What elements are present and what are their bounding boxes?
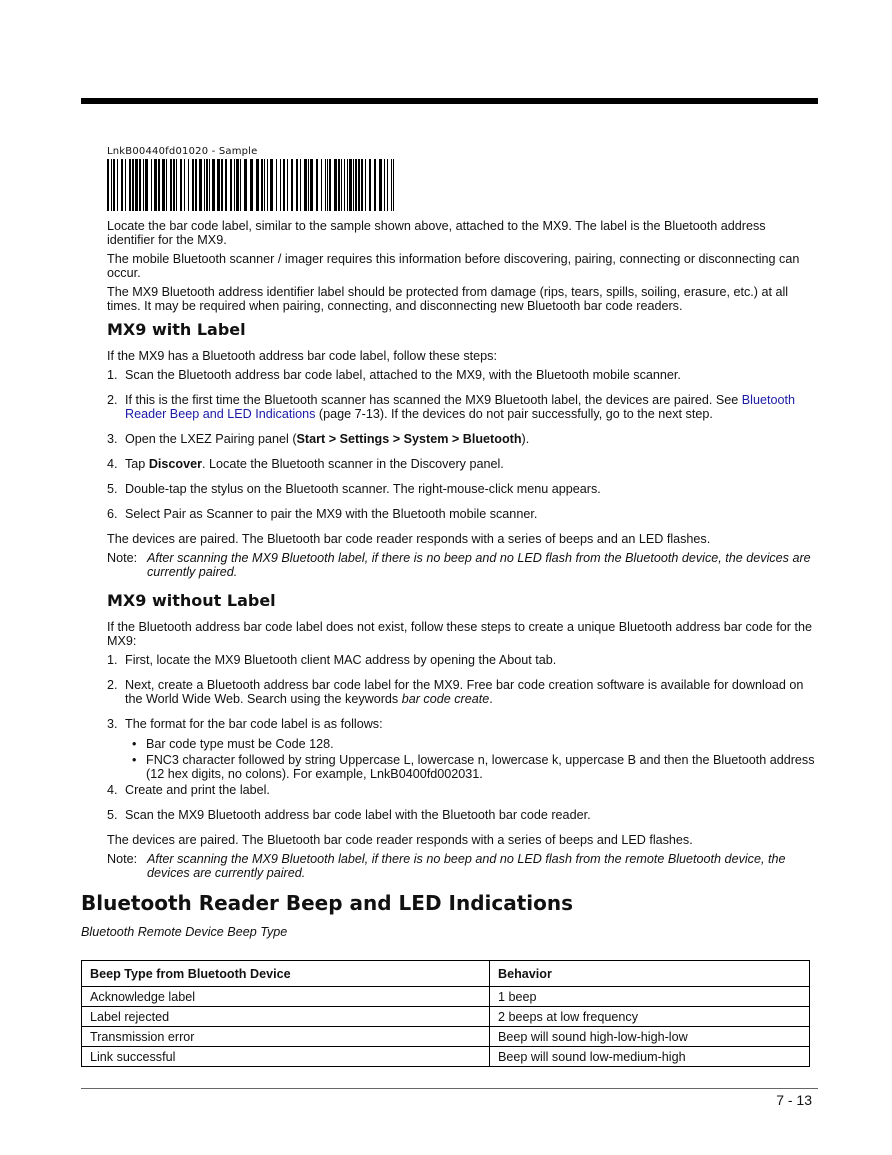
table-cell: Acknowledge label [82,987,490,1007]
table-cell: 2 beeps at low frequency [490,1007,810,1027]
barcode-bar [374,159,376,211]
barcode-bar [162,159,165,211]
intro-paragraph-3: The MX9 Bluetooth address identifier label should be protected from damage (rips, tears, spills, soiling, erasure, etc.) at all times. It may be required when pairing, connecting, and disconnecting new Bluetooth bar code readers. [107,285,789,313]
barcode-bar [173,159,175,211]
barcode-bar [244,159,247,211]
barcode-bar [283,159,285,211]
barcode-bar [121,159,123,211]
barcode-bar [111,159,112,211]
barcode-bar [316,159,318,211]
table-cell: Label rejected [82,1007,490,1027]
barcode-bar [361,159,363,211]
table-header-row [82,961,810,987]
barcode-bar [125,159,126,211]
barcode-bar [308,159,309,211]
table-header-cell: Behavior [490,961,810,987]
section-heading: Bluetooth Reader Beep and LED Indications [81,891,574,915]
barcode-bar [291,159,293,211]
bullet-item: • Bar code type must be Code 128. [132,737,334,751]
with-label-result: The devices are paired. The Bluetooth bar code reader responds with a series of beeps and an LED flashes. [107,532,711,546]
barcode-bar [276,159,277,211]
barcode-bar [384,159,385,211]
barcode-bar [184,159,185,211]
barcode-bar [236,159,239,211]
barcode-bar [300,159,301,211]
sample-barcode [107,146,397,214]
barcode-bar [225,159,227,211]
list-item: 2. Next, create a Bluetooth address bar code label for the MX9. Free bar code creation software is available for download on the World Wide Web. Search using the keywords bar code create. [107,678,804,706]
barcode-bar [369,159,371,211]
barcode-bar [304,159,307,211]
list-item: 4. Create and print the label. [107,783,270,797]
barcode-bar [391,159,392,211]
with-label-steps [107,368,815,521]
barcode-bar [176,159,177,211]
with-label-lead: If the MX9 has a Bluetooth address bar code label, follow these steps: [107,349,497,363]
barcode-bar [338,159,340,211]
list-item: 2. If this is the first time the Bluetooth scanner has scanned the MX9 Bluetooth label, the devices are paired. See Bluetooth Reader Beep and LED Indications (page 7-13). If the devices do not pair successfully, go to the next step. [107,393,795,421]
barcode-bar [132,159,134,211]
barcode-bar [344,159,345,211]
barcode-bar [166,159,167,211]
barcode-bar [358,159,360,211]
barcode-bar [154,159,157,211]
barcode-bar [310,159,313,211]
barcode-bar [355,159,357,211]
barcode-bar [393,159,394,211]
barcode-bar [387,159,388,211]
barcode-bar [349,159,352,211]
barcode-bar [296,159,298,211]
barcode-bar [199,159,202,211]
barcode-bar [217,159,220,211]
barcode-bar [143,159,144,211]
page-number: 7 - 13 [776,1092,812,1108]
barcode-bar [365,159,366,211]
barcode-bar [107,159,109,211]
barcode-bar [204,159,205,211]
barcode-bar [158,159,160,211]
note-without-label: Note: After scanning the MX9 Bluetooth label, if there is no beep and no LED flash from the remote Bluetooth device, the devices are currently paired. [107,852,786,880]
barcode-bar [321,159,322,211]
barcode-bar [117,159,118,211]
barcode-bar [250,159,253,211]
header-rule [81,98,818,104]
note-with-label: Note: After scanning the MX9 Bluetooth label, if there is no beep and no LED flash from the Bluetooth device, the devices are currently paired. [107,551,811,579]
barcode-bar [379,159,382,211]
table-row [82,987,810,1007]
barcode-bar [139,159,141,211]
barcode-bar [234,159,235,211]
barcode-bar [188,159,189,211]
barcode-bar [170,159,172,211]
barcode-bar [347,159,348,211]
barcode-bar [195,159,197,211]
without-label-lead: If the Bluetooth address bar code label does not exist, follow these steps to create a unique Bluetooth address bar code for the MX9: [107,620,812,648]
table-row [82,1007,810,1027]
barcode-bar [267,159,268,211]
list-item: 4. Tap Discover. Locate the Bluetooth scanner in the Discovery panel. [107,457,504,471]
barcode-bar [353,159,354,211]
barcode-bar [334,159,337,211]
barcode-bar [151,159,152,211]
table-row [82,1047,810,1067]
barcode-bar [329,159,331,211]
beep-type-table [81,960,810,1067]
list-item: 5. Scan the MX9 Bluetooth address bar code label with the Bluetooth bar code reader. [107,808,591,822]
link-beep-led[interactable]: Bluetooth Reader Beep and LED Indications [125,393,795,421]
barcode-bar [240,159,241,211]
barcode-bar [129,159,131,211]
barcode-bar [230,159,232,211]
barcode-bar [280,159,281,211]
table-cell: Link successful [82,1047,490,1067]
intro-paragraph-2: The mobile Bluetooth scanner / imager requires this information before discovering, pairing, connecting or disconnecting can occur. [107,252,800,280]
list-item: 5. Double-tap the stylus on the Bluetooth scanner. The right-mouse-click menu appears. [107,482,601,496]
main-content [107,219,815,892]
barcode-caption: LnkB00440fd01020 - Sample [107,146,258,157]
table-cell: Beep will sound high-low-high-low [490,1027,810,1047]
barcode-bar [256,159,259,211]
barcode-bar [145,159,148,211]
table-cell: 1 beep [490,987,810,1007]
table-header-cell: Beep Type from Bluetooth Device [82,961,490,987]
barcode-bar [287,159,288,211]
table-caption: Bluetooth Remote Device Beep Type [81,925,288,939]
heading-without-label: MX9 without Label [107,591,276,610]
barcode-bar [135,159,138,211]
barcode-bar [261,159,263,211]
heading-with-label: MX9 with Label [107,320,246,339]
barcode-bar [341,159,342,211]
list-item: 6. Select Pair as Scanner to pair the MX9 with the Bluetooth mobile scanner. [107,507,538,521]
without-label-steps [107,653,815,822]
barcode-bar [192,159,194,211]
table-cell: Beep will sound low-medium-high [490,1047,810,1067]
list-item: 3. Open the LXEZ Pairing panel (Start > Settings > System > Bluetooth). [107,432,530,446]
barcode-bar [113,159,115,211]
barcode-image [107,159,397,211]
barcode-bar [206,159,208,211]
barcode-bar [221,159,223,211]
barcode-bar [264,159,265,211]
table-cell: Transmission error [82,1027,490,1047]
barcode-bar [180,159,182,211]
barcode-bar [212,159,215,211]
list-item: 3. The format for the bar code label is as follows: • Bar code type must be Code 128. • FNC3 character followed by string Uppercase L, lowercase n, lowercase k, uppercase B and then the Bluetooth address (12 hex digits, no colons). For example, LnkB0400fd002031. [107,717,815,781]
without-label-result: The devices are paired. The Bluetooth bar code reader responds with a series of beeps and LED flashes. [107,833,693,847]
barcode-bar [327,159,328,211]
format-bullets [107,737,815,781]
barcode-bar [270,159,273,211]
list-item: 1. Scan the Bluetooth address bar code label, attached to the MX9, with the Bluetooth mobile scanner. [107,368,681,382]
barcode-bar [209,159,210,211]
list-item: 1. First, locate the MX9 Bluetooth client MAC address by opening the About tab. [107,653,557,667]
barcode-bar [325,159,326,211]
bullet-item: • FNC3 character followed by string Uppercase L, lowercase n, lowercase k, uppercase B and then the Bluetooth address (12 hex digits, no colons). For example, LnkB0400fd002031. [132,753,815,781]
footer-rule [81,1088,818,1089]
table-row [82,1027,810,1047]
intro-paragraph-1: Locate the bar code label, similar to the sample shown above, attached to the MX9. The label is the Bluetooth address identifier for the MX9. [107,219,766,247]
